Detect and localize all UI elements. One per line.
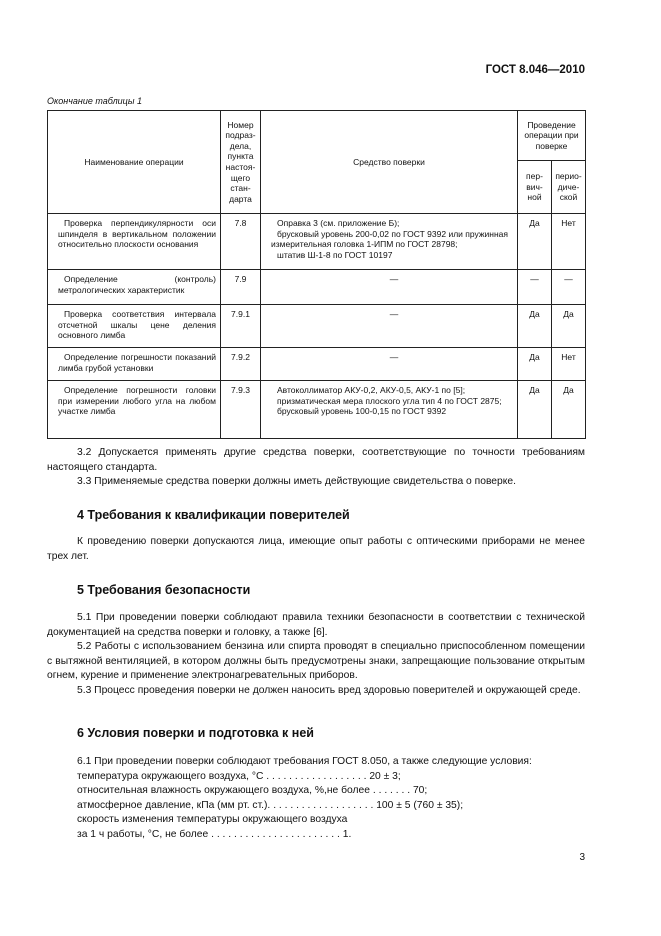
condition-humidity: относительная влажность окружающего воздуха, %,не более . . . . . . . 70; [77,785,428,796]
document-code: ГОСТ 8.046—2010 [485,64,585,76]
verification-table [47,110,586,439]
para-5-3: 5.3 Процесс проведения поверки не должен наносить вред здоровью поверителей и окружающей среде. [77,685,581,696]
condition-pressure: атмосферное давление, кПа (мм рт. ст.). . . . . . . . . . . . . . . . . . . 100 ± 5 (760 ± 35); [77,800,464,811]
table-row: Определение погрешности головки при измерении любого угла на любом участке лимба 7.9.3 Автоколлиматор АКУ-0,2, АКУ-0,5, АКУ-1 по [5]; призматическая мера плоского угла тип 4 по ГОСТ 2875; брусковый уровень 100-0,15 по ГОСТ 9392 Да Да [48,381,586,439]
para-5-2: 5.2 Работы с использованием бензина или спирта проводят в специально приспособленном помещении с вытяжной вентиляцией, в котором должны быть предусмотрены знаки, запрещающие пользование открытым огнем, курение и применение электронагревательных приборов. [47,641,585,681]
col-header-clause: Номер подраз- дела, пункта настоя- щего стан- дарта [221,111,261,214]
col-header-periodic: перио- диче- ской [552,161,586,214]
section-heading-5: 5 Требования безопасности [77,583,251,597]
condition-temp-rate-label: скорость изменения температуры окружающего воздуха [77,814,348,825]
page-number: 3 [579,852,585,863]
para-6-1: 6.1 При проведении поверки соблюдают требования ГОСТ 8.050, а также следующие условия: [77,756,532,767]
table-row: Определение (контроль) метрологических характеристик 7.9 — — — [48,270,586,305]
col-header-operation: Наименование операции [48,111,221,214]
col-header-verification: Проведение операции при поверке [518,111,586,161]
condition-temperature: температура окружающего воздуха, °С . . . . . . . . . . . . . . . . . . 20 ± 3; [77,771,401,782]
table-caption: Окончание таблицы 1 [47,96,142,106]
section-heading-4: 4 Требования к квалификации поверителей [77,508,350,522]
para-3-3: 3.3 Применяемые средства поверки должны иметь действующие свидетельства о поверке. [77,476,516,487]
para-3-2: 3.2 Допускается применять другие средства поверки, соответствующие по точности требованиям настоящего стандарта. [47,447,585,473]
col-header-primary: пер- вич- ной [518,161,552,214]
section-heading-6: 6 Условия поверки и подготовка к ней [77,726,314,740]
condition-temp-rate: за 1 ч работы, °С, не более . . . . . . . . . . . . . . . . . . . . . . . 1. [77,829,352,840]
para-5-1: 5.1 При проведении поверки соблюдают правила техники безопасности в соответствии с технической документацией на средства поверки и головку, а также [6]. [47,612,585,638]
table-row: Проверка соответствия интервала отсчетной шкалы цене деления основного лимба 7.9.1 — Да Да [48,305,586,348]
col-header-means: Средство поверки [261,111,518,214]
para-4: К проведению поверки допускаются лица, имеющие опыт работы с оптическими приборами не менее трех лет. [47,536,585,562]
table-row: Определение погрешности показаний лимба грубой установки 7.9.2 — Да Нет [48,348,586,381]
table-row: Проверка перпендикулярности оси шпинделя в вертикальном положении относительно плоскости основания 7.8 Оправка 3 (см. приложение Б); брусковый уровень 200-0,02 по ГОСТ 9392 или пружинная измерительная головка 1-ИПМ по ГОСТ 28798; штатив Ш-1-8 по ГОСТ 10197 Да Нет [48,214,586,270]
